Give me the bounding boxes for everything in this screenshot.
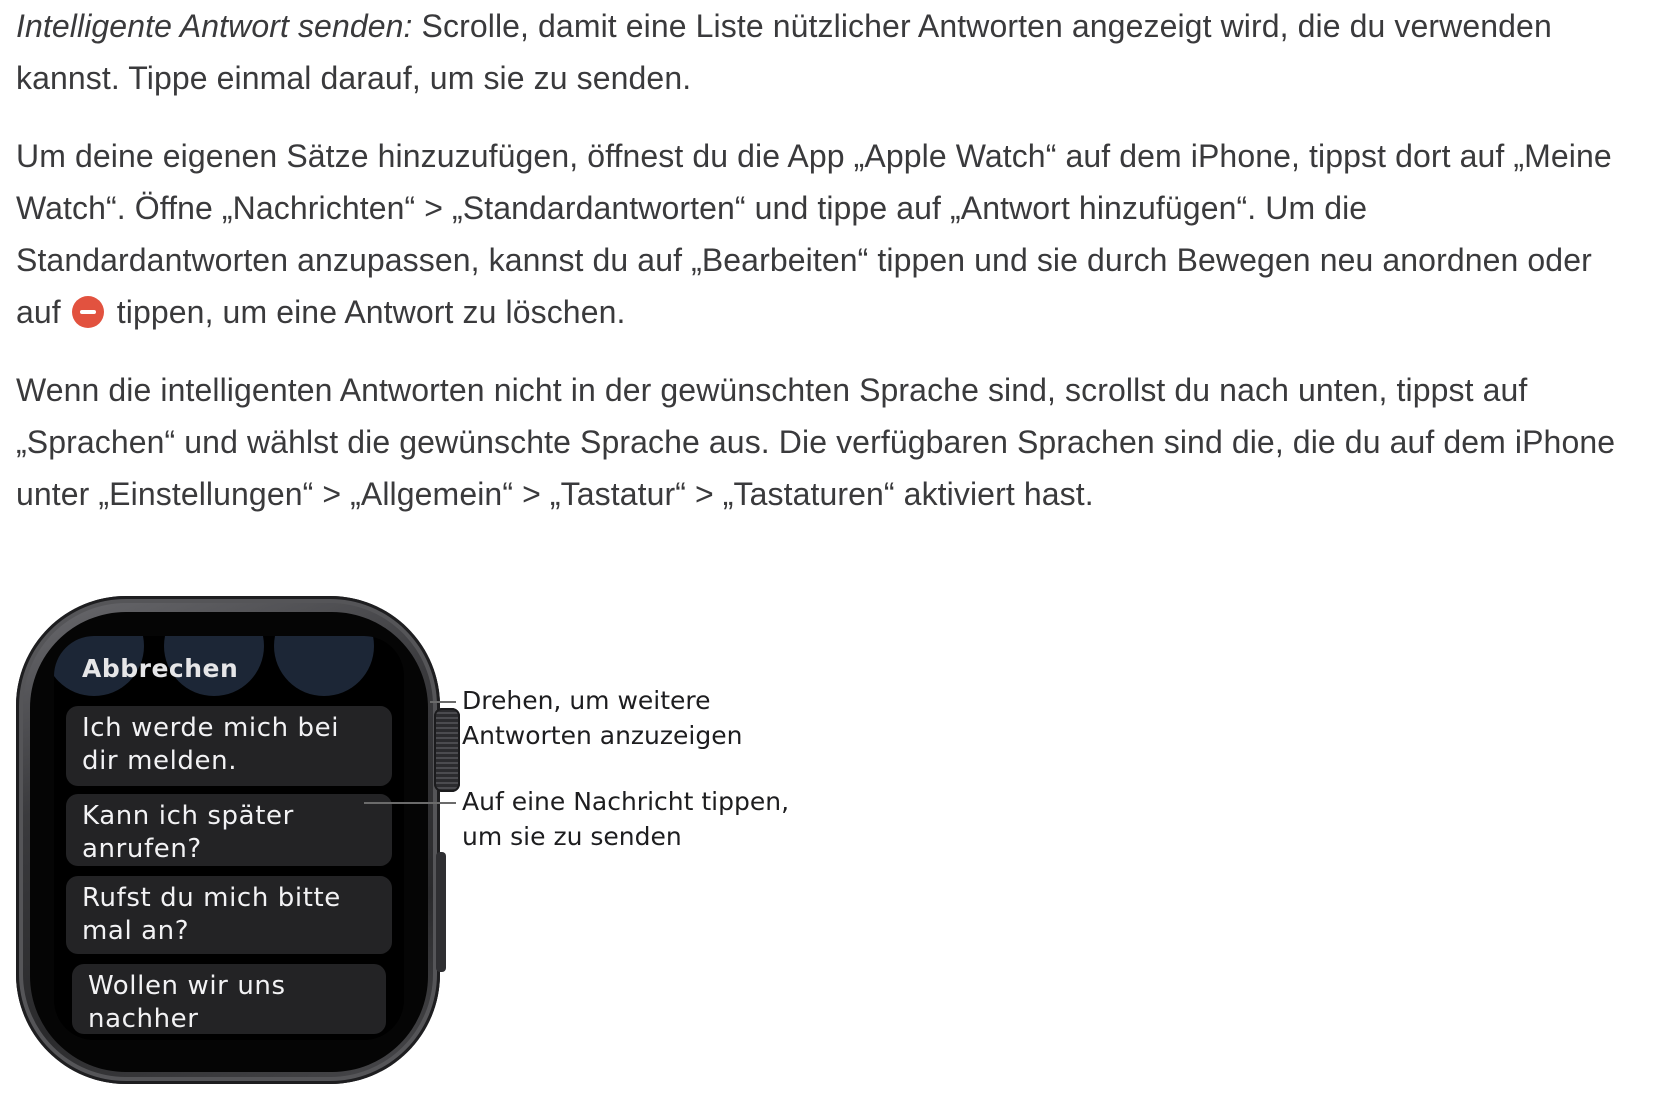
article-body [16, 0, 1636, 546]
smart-reply-text: Scrolle, damit eine Liste nützlicher Antworten angezeigt wird, die du verwenden kannst. Tippe einmal darauf, um sie zu senden. [16, 8, 1552, 96]
cancel-button[interactable]: Abbrechen [82, 654, 239, 683]
reaction-bubble-icon [274, 636, 374, 696]
paragraph-languages [16, 364, 1636, 520]
watch-screen [54, 636, 404, 1040]
callout-crown: Drehen, um weitere Antworten anzuzeigen [462, 686, 743, 750]
side-button [436, 852, 446, 972]
smart-reply-heading: Intelligente Antwort senden: [16, 8, 413, 44]
watch-illustration [0, 590, 900, 1110]
paragraph-smart-reply [16, 0, 1636, 104]
callout-line-tap [364, 802, 456, 804]
reply-option[interactable]: Rufst du mich bitte mal an? [66, 876, 392, 954]
reply-option[interactable]: Kann ich später anrufen? [66, 794, 392, 866]
paragraph-custom-replies [16, 130, 1636, 338]
custom-replies-text: Um deine eigenen Sätze hinzuzufügen, öffnest du die App „Apple Watch“ auf dem iPhone, tippst dort auf „Meine Watch“. Öffne „Nachrichten“ > „Standardantworten“ und tippe auf „Antwort hinzufügen“. Um die Standardantworten anzupassen, kannst du auf „Bearbeiten“ tippen und sie durch Bewegen neu anordnen oder auf [16, 138, 1612, 330]
digital-crown [434, 708, 460, 792]
delete-icon [72, 296, 104, 328]
callout-line-crown [430, 701, 456, 703]
reply-option[interactable]: Ich werde mich bei dir melden. [66, 706, 392, 786]
custom-replies-text-end: tippen, um eine Antwort zu löschen. [107, 294, 626, 330]
reply-option[interactable]: Wollen wir uns nachher [72, 964, 386, 1034]
languages-text: Wenn die intelligenten Antworten nicht in der gewünschten Sprache sind, scrollst du nach unten, tippst auf „Sprachen“ und wählst die gewünschte Sprache aus. Die verfügbaren Sprachen sind die, die du auf dem iPhone unter „Einstellungen“ > „Allgemein“ > „Tastatur“ > „Tastaturen“ aktiviert hast. [16, 372, 1616, 512]
callout-tap: Auf eine Nachricht tippen, um sie zu senden [462, 787, 790, 851]
